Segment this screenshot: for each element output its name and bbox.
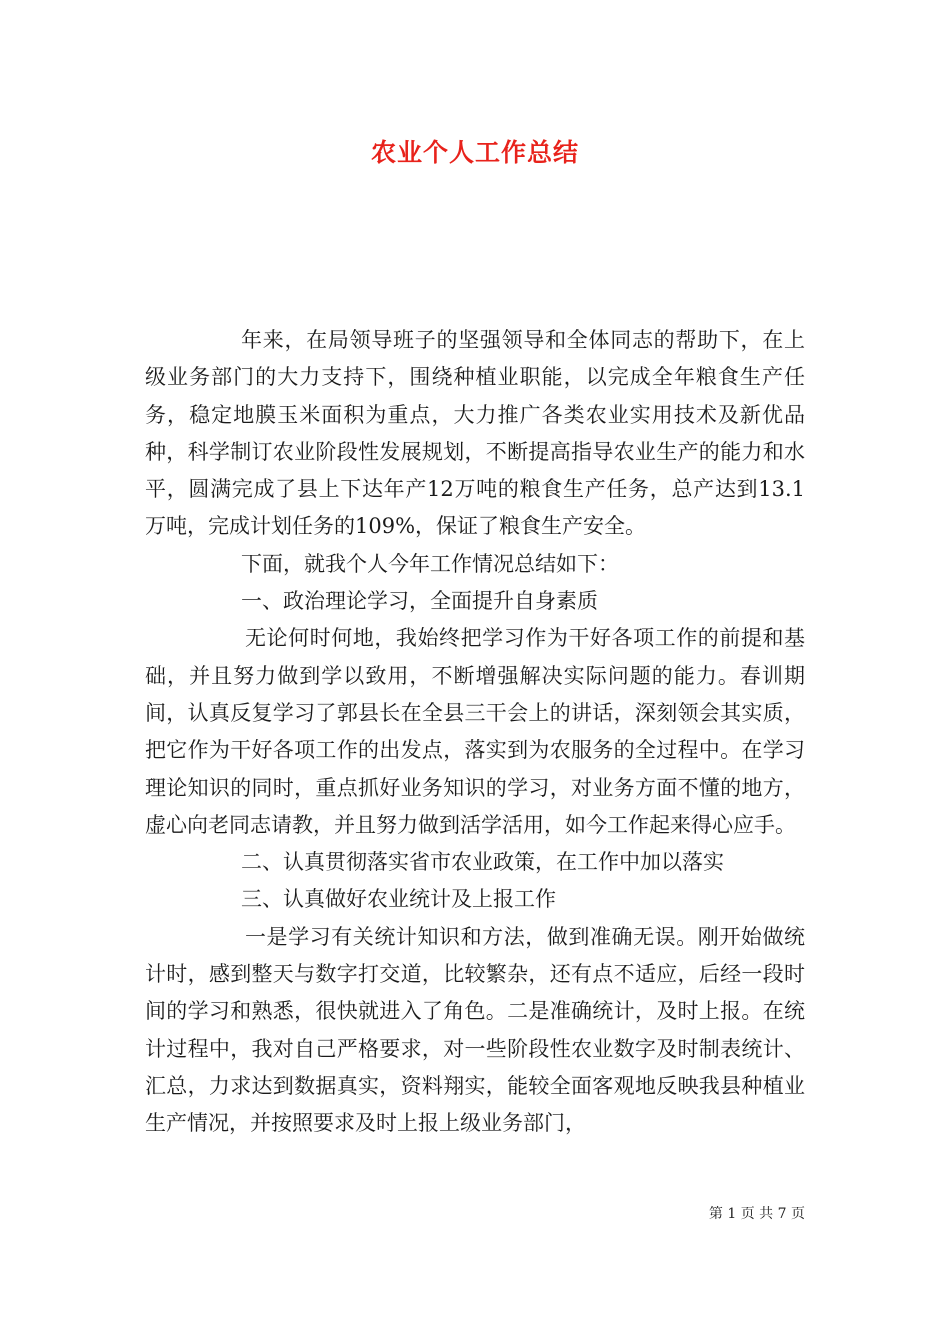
paragraph-summary-lead: 下面，就我个人今年工作情况总结如下： xyxy=(241,551,619,576)
paragraph-intro: 年来，在局领导班子的坚强领导和全体同志的帮助下，在上级业务部门的大力支持下，围绕种植业职能，以完成全年粮食生产任务，稳定地膜玉米面积为重点，大力推广各类农业实用技术及新优品种，科学制订农业阶段性发展规划，不断提高指导农业生产的能力和水平，圆满完成了县上下达年产12万吨的粮食生产任务，总产达到13.1万吨，完成计划任务的109%，保证了粮食生产安全。 xyxy=(145,328,805,539)
page-number: 第 1 页 共 7 页 xyxy=(708,1206,805,1222)
heading-section-2: 二、认真贯彻落实省市农业政策，在工作中加以落实 xyxy=(241,850,724,875)
paragraph-section-1: 无论何时何地，我始终把学习作为干好各项工作的前提和基础，并且努力做到学以致用，不断增强解决实际问题的能力。春训期间，认真反复学习了郭县长在全县三干会上的讲话，深刻领会其实质，把它作为干好各项工作的出发点，落实到为农服务的全过程中。在学习理论知识的同时，重点抓好业务知识的学习，对业务方面不懂的地方，虚心向老同志请教，并且努力做到活学活用，如今工作起来得心应手。 xyxy=(145,626,805,837)
document-body xyxy=(145,322,805,1143)
heading-section-3: 三、认真做好农业统计及上报工作 xyxy=(241,887,556,912)
heading-section-1: 一、政治理论学习，全面提升自身素质 xyxy=(241,589,598,614)
paragraph-section-3: 一是学习有关统计知识和方法，做到准确无误。刚开始做统计时，感到整天与数字打交道，比较繁杂，还有点不适应，后经一段时间的学习和熟悉，很快就进入了角色。二是准确统计，及时上报。在统计过程中，我对自己严格要求，对一些阶段性农业数字及时制表统计、汇总，力求达到数据真实，资料翔实，能较全面客观地反映我县种植业生产情况，并按照要求及时上报上级业务部门， xyxy=(145,924,805,1136)
document-title: 农业个人工作总结 xyxy=(370,138,579,167)
